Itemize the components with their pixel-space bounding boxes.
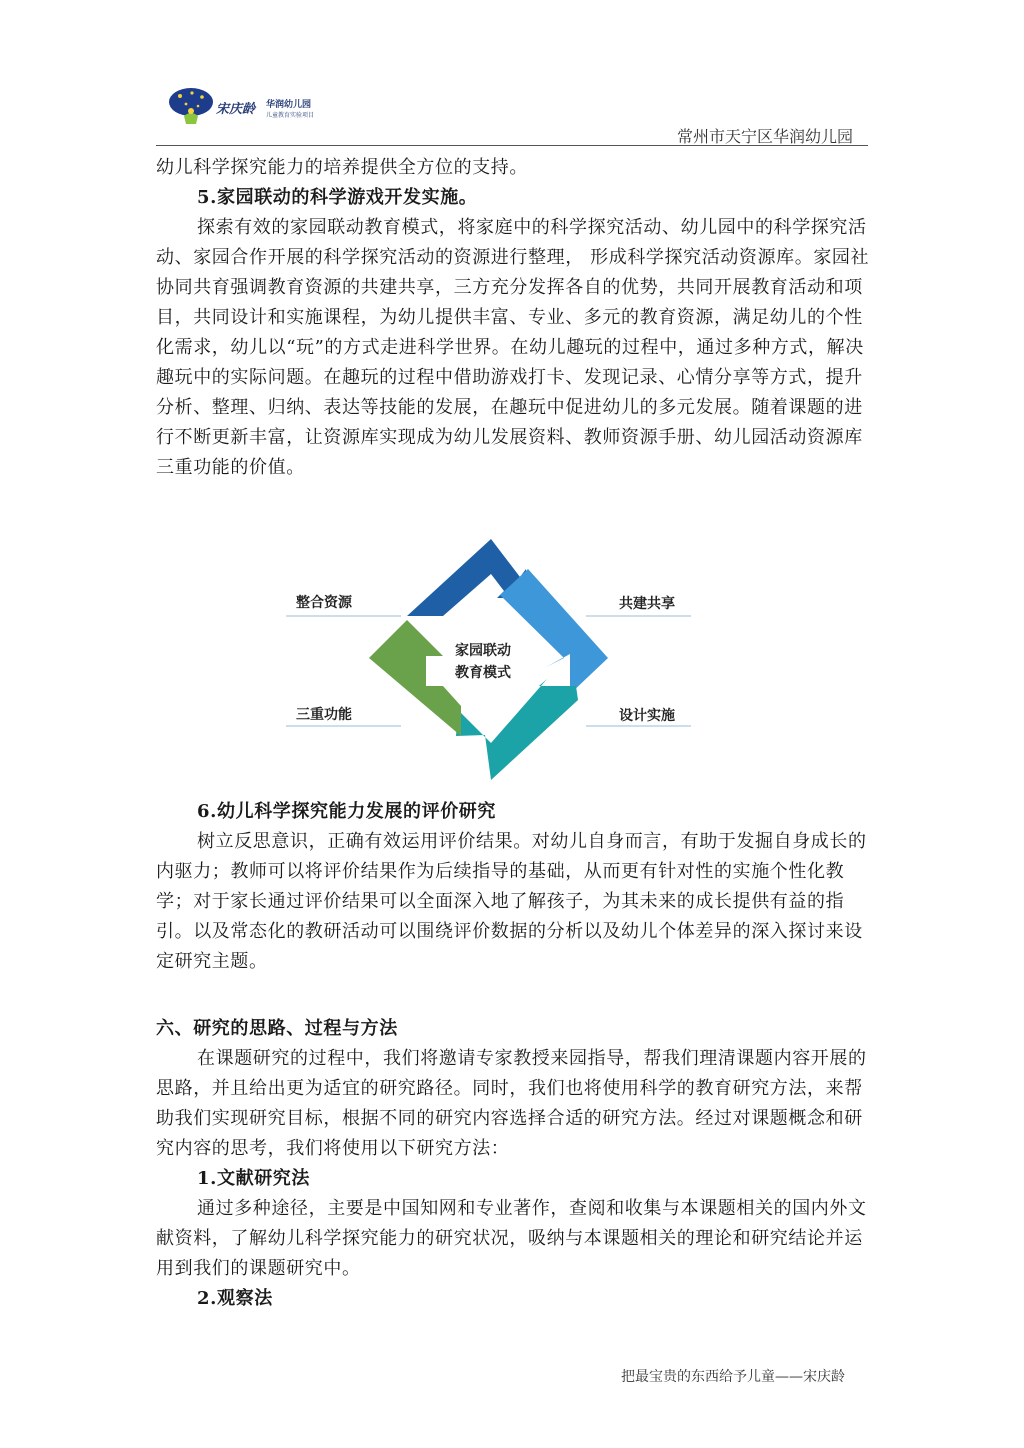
heading-6: 6.幼儿科学探究能力发展的评价研究 — [197, 801, 496, 822]
diagram-label-bottom-right: 设计实施 — [619, 708, 675, 724]
section-research-methods — [156, 1014, 880, 1314]
home-school-model-diagram — [286, 536, 706, 784]
paragraph-6: 树立反思意识，正确有效运用评价结果。对幼儿自身而言，有助于发掘自身成长的内驱力；教师可以将评价结果作为后续指导的基础，从而更有针对性的实施个性化教学；对于家长通过评价结果可以全面深入地了解孩子，为其未来的成长提供有益的指引。以及常态化的教研活动可以围绕评价数据的分析以及幼儿个体差异的深入探讨来设定研究主题。 — [156, 831, 867, 972]
diagram-label-bottom-left: 三重功能 — [296, 707, 352, 723]
logo-text-sub1: 华润幼儿园 — [266, 100, 312, 110]
diagram-label-top-right: 共建共享 — [619, 596, 675, 612]
method-1-heading: 1.文献研究法 — [197, 1168, 310, 1189]
diagram-label-top-left: 整合资源 — [296, 595, 352, 611]
method-1-paragraph: 通过多种途径，主要是中国知网和专业著作，查阅和收集与本课题相关的国内外文献资料，了解幼儿科学探究能力的研究状况，吸纳与本课题相关的理论和研究结论并运用到我们的课题研究中。 — [156, 1198, 867, 1279]
footer-quote: 把最宝贵的东西给予儿童——宋庆龄 — [621, 1369, 845, 1385]
header-divider — [156, 145, 868, 146]
diagram-center-line2: 教育模式 — [455, 665, 511, 681]
method-2-heading: 2.观察法 — [197, 1288, 273, 1309]
heading-5: 5.家园联动的科学游戏开发实施。 — [197, 187, 478, 208]
paragraph-5: 探索有效的家园联动教育模式，将家庭中的科学探究活动、幼儿园中的科学探究活动、家园合作开展的科学探究活动的资源进行整理， 形成科学探究活动资源库。家园社协同共育强调教育资源的共建共享，三方充分发挥各自的优势，共同开展教育活动和项目，共同设计和实施课程，为幼儿提供丰富、专业、多元的教育资源，满足幼儿的个性化需求，幼儿以“玩”的方式走进科学世界。在幼儿趣玩的过程中，通过多种方式，解决趣玩中的实际问题。在趣玩的过程中借助游戏打卡、发现记录、心情分享等方式，提升分析、整理、归纳、表达等技能的发展，在趣玩中促进幼儿的多元发展。随着课题的进行不断更新丰富，让资源库实现成为幼儿发展资料、教师资源手册、幼儿园活动资源库三重功能的价值。 — [156, 217, 870, 478]
methods-intro-paragraph: 在课题研究的过程中，我们将邀请专家教授来园指导，帮我们理清课题内容开展的思路，并且给出更为适宜的研究路径。同时，我们也将使用科学的教育研究方法，来帮助我们实现研究目标，根据不同的研究内容选择合适的研究方法。经过对课题概念和研究内容的思考，我们将使用以下研究方法： — [156, 1048, 867, 1159]
header-org-name: 常州市天宁区华润幼儿园 — [676, 127, 853, 146]
diagram-graphic — [286, 536, 706, 784]
logo-text-sub2: 儿童教育实验项目 — [266, 112, 315, 119]
diagram-center-line1: 家园联动 — [455, 643, 511, 659]
continued-paragraph: 幼儿科学探究能力的培养提供全方位的支持。 — [156, 157, 528, 178]
logo-text-main: 宋庆龄 — [216, 102, 256, 117]
section-heading: 六、研究的思路、过程与方法 — [156, 1018, 398, 1039]
section-5 — [156, 153, 880, 483]
section-6 — [156, 797, 880, 977]
